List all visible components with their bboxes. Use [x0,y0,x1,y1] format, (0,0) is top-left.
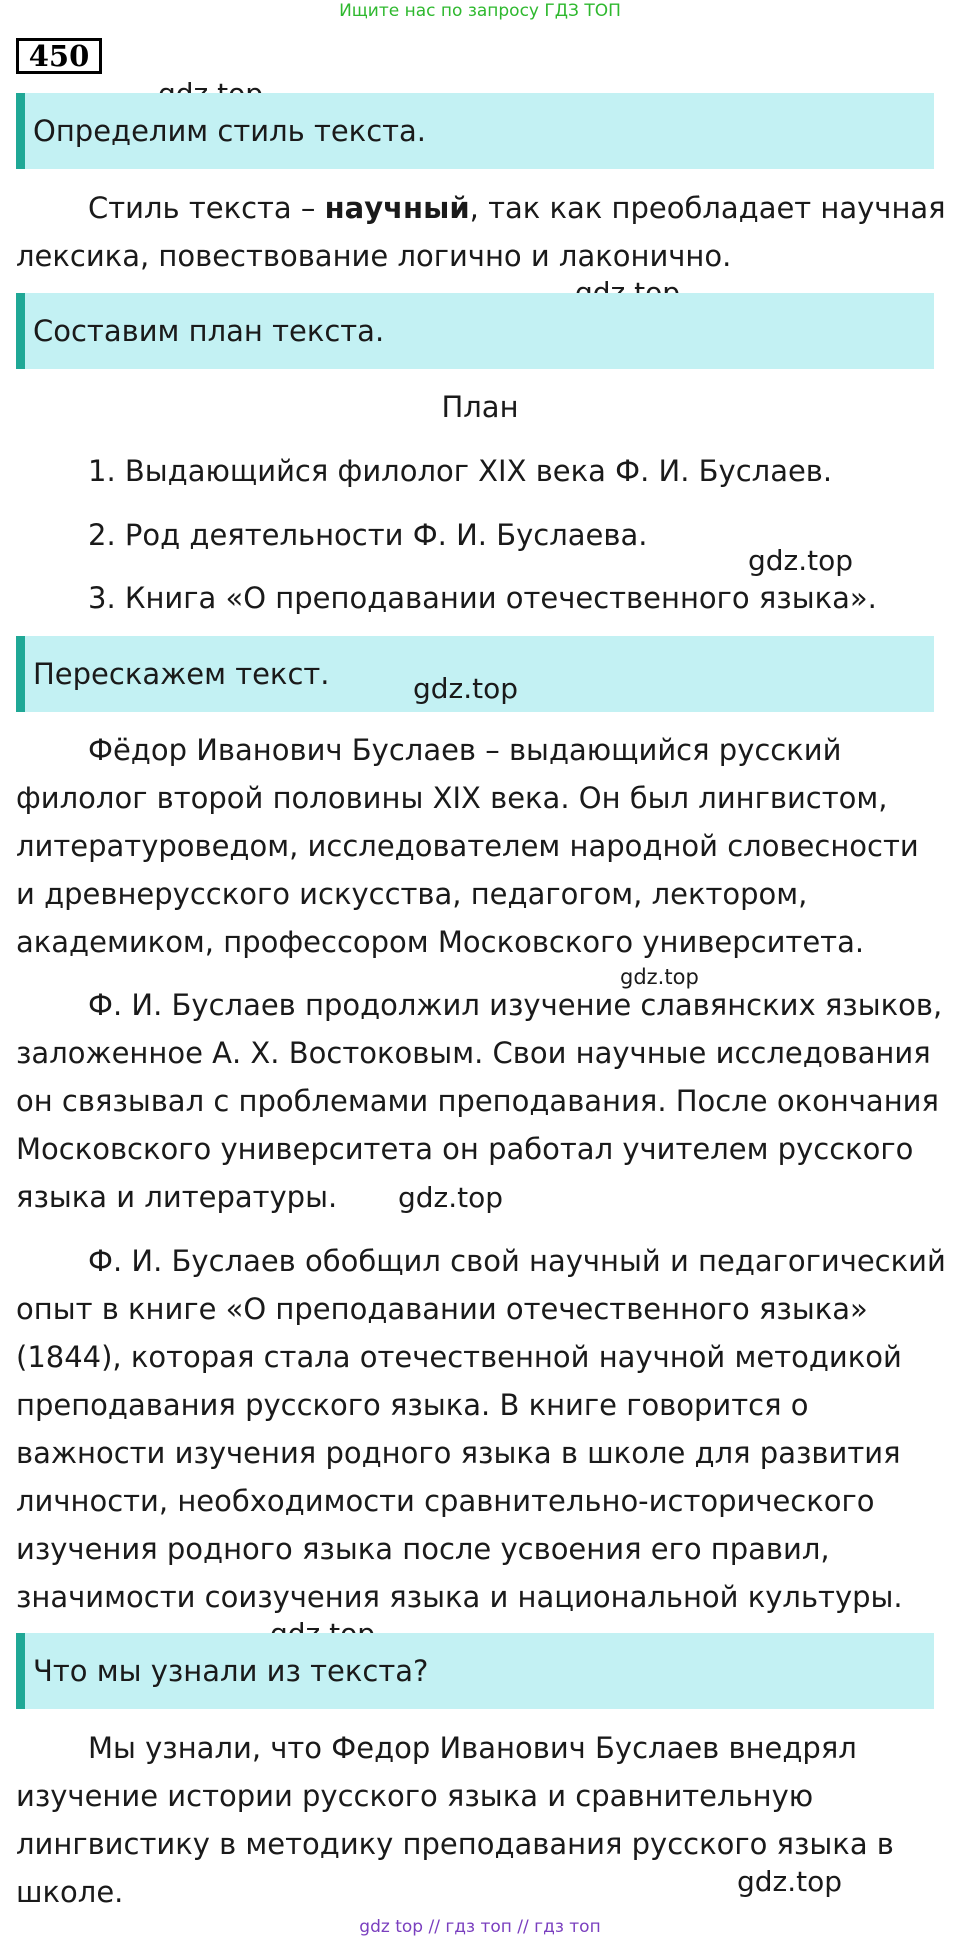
plan-item: 3. Книга «О преподавании отечественного языка». [88,581,877,615]
learned-paragraph: Мы узнали, что Федор Иванович Буслаев внедрял изучение истории русского языка и сравнительную лингвистику в методику преподавания русского языка в школе. [16,1731,894,1909]
style-paragraph: Стиль текста – научный, так как преобладает научная лексика, повествование логично и лаконично. [16,191,946,273]
retell-paragraph: Фёдор Иванович Буслаев – выдающийся русский филолог второй половины XIX века. Он был лингвистом, литературоведом, исследователем народной словесности и древнерусского искусства, педагогом, лектором, академиком, профессором Московского университета. [16,733,919,959]
section-heading-retell: Перескажем текст. [16,636,934,712]
footer-links[interactable]: gdz top // гдз топ // гдз топ [359,1917,601,1937]
plan-item: 2. Род деятельности Ф. И. Буслаева. [88,518,648,552]
section-heading-plan: Составим план текста. [16,293,934,369]
retell-paragraph: Ф. И. Буслаев продолжил изучение славянских языков, заложенное А. Х. Востоковым. Свои научные исследования он связывал с проблемами преподавания. После окончания Московского университета он работал учителем русского языка и литературы. [16,988,943,1214]
watermark: gdz.top [398,1181,504,1214]
watermark: gdz.top [748,544,854,577]
watermark: gdz.top [737,1865,843,1898]
task-number: 450 [16,38,102,74]
top-banner[interactable]: Ищите нас по запросу ГДЗ ТОП [339,1,621,21]
style-bold-word: научный [324,191,470,225]
watermark: gdz.top [620,965,699,989]
watermark: gdz.top [413,672,519,705]
retell-paragraph: Ф. И. Буслаев обобщил свой научный и педагогический опыт в книге «О преподавании отечественного языка» (1844), которая стала отечественной научной методикой преподавания русского языка. В книге говорится о важности изучения родного языка в школе для развития личности, необходимости сравнительно-исторического изучения родного языка после усвоения его правил, значимости соизучения языка и национальной культуры. [16,1244,946,1614]
section-heading-style: Определим стиль текста. [16,93,934,169]
section-heading-learned: Что мы узнали из текста? [16,1633,934,1709]
plan-item: 1. Выдающийся филолог XIX века Ф. И. Буслаев. [88,454,833,488]
plan-title: План [441,390,519,424]
